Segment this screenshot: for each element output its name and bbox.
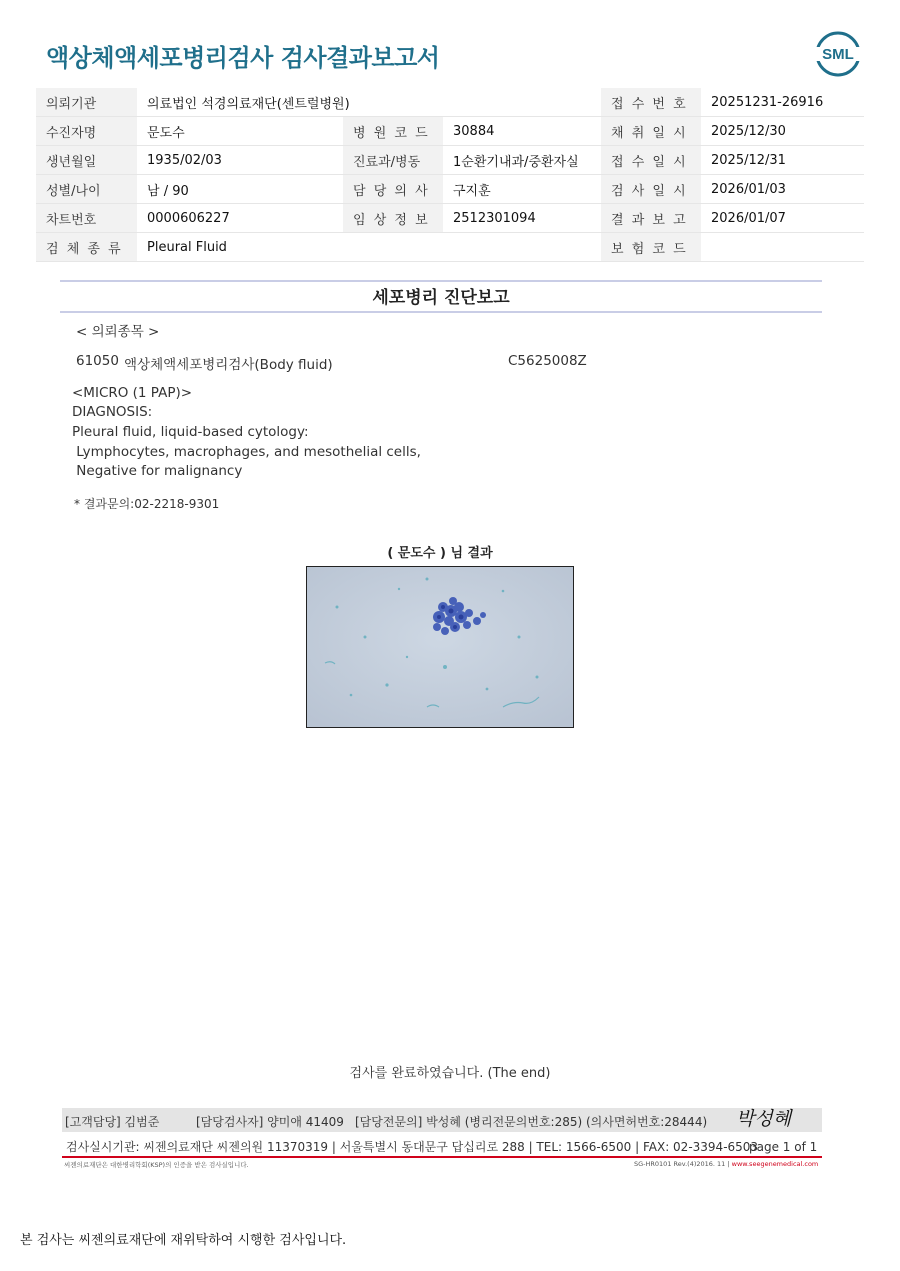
clinical-label: 임 상 정 보 [343, 204, 443, 233]
dept-value: 1순환기내과/중환자실 [443, 146, 601, 175]
receipt-date-value: 2025/12/31 [701, 146, 864, 175]
result-caption: ( 문도수 ) 님 결과 [387, 546, 493, 561]
tester-staff: [담당검사자] 양미애 41409 [196, 1115, 344, 1129]
facility-info: 검사실시기관: 씨젠의료재단 씨젠의원 11370319 | 서울특별시 동대문구 답십리로 288 | TEL: 1566-6500 | FAX: 02-3394-6503 [66, 1140, 759, 1154]
report-date-value: 2026/01/07 [701, 204, 864, 233]
section-divider-bottom [60, 311, 822, 313]
sex-age-label: 성별/나이 [36, 175, 137, 204]
diagnosis-line: Lymphocytes, macrophages, and mesothelial cells, [72, 444, 421, 460]
micro-header: <MICRO (1 PAP)> [72, 385, 193, 401]
end-text: 검사를 완료하였습니다. (The end) [349, 1066, 551, 1081]
form-code-text: SG-HR0101 Rev.(4)2016. 11 | [634, 1160, 730, 1168]
collect-date-value: 2025/12/30 [701, 117, 864, 146]
footer-divider [62, 1156, 822, 1158]
info-row [36, 88, 864, 117]
receipt-no-label: 접 수 번 호 [601, 88, 701, 117]
institution-label: 의뢰기관 [36, 88, 137, 117]
specialist-staff: [담당전문의] 박성혜 (병리전문의번호:285) (의사면허번호:28444) [355, 1115, 708, 1129]
order-id: C5625008Z [508, 353, 587, 369]
doctor-value: 구지훈 [443, 175, 601, 204]
contact-note: * 결과문의:02-2218-9301 [74, 497, 220, 511]
diagnosis-line: Pleural fluid, liquid-based cytology: [72, 424, 309, 440]
hospital-code-label: 병 원 코 드 [343, 117, 443, 146]
institution-value: 의료법인 석경의료재단(센트럴병원) [137, 88, 601, 117]
bottom-note: 본 검사는 씨젠의료재단에 재위탁하여 시행한 검사입니다. [20, 1233, 347, 1248]
receipt-date-label: 접 수 일 시 [601, 146, 701, 175]
certification-note: 씨젠의료재단은 대한병리학회(KSP)의 인증을 받은 검사실입니다. [64, 1161, 249, 1169]
page-number: page 1 of 1 [749, 1140, 818, 1154]
website-link[interactable]: www.seegenemedical.com [731, 1160, 819, 1168]
info-row [36, 233, 864, 262]
info-row [36, 175, 864, 204]
form-code [634, 1160, 818, 1168]
specimen-label: 검 체 종 류 [36, 233, 137, 262]
receipt-no-value: 20251231-26916 [701, 88, 864, 117]
specimen-value: Pleural Fluid [137, 233, 601, 262]
dob-label: 생년월일 [36, 146, 137, 175]
diagnosis-label: DIAGNOSIS: [72, 404, 153, 420]
info-row [36, 204, 864, 233]
section-title: 세포병리 진단보고 [372, 288, 510, 308]
clinical-value: 2512301094 [443, 204, 601, 233]
chart-label: 차트번호 [36, 204, 137, 233]
collect-date-label: 채 취 일 시 [601, 117, 701, 146]
patient-value: 문도수 [137, 117, 343, 146]
staff-bar [62, 1108, 822, 1132]
report-title: 액상체액세포병리검사 검사결과보고서 [46, 44, 440, 72]
dept-label: 진료과/병동 [343, 146, 443, 175]
micrograph-image [307, 567, 573, 727]
test-date-value: 2026/01/03 [701, 175, 864, 204]
insurance-value [701, 233, 864, 262]
hospital-code-value: 30884 [443, 117, 601, 146]
order-code: 61050 [76, 353, 119, 369]
sml-logo-icon [814, 30, 862, 78]
info-row [36, 146, 864, 175]
cytology-micrograph [306, 566, 574, 728]
logo-text: SML [822, 46, 854, 63]
report-date-label: 결 과 보 고 [601, 204, 701, 233]
insurance-label: 보 험 코 드 [601, 233, 701, 262]
customer-staff: [고객담당] 김범준 [65, 1115, 160, 1129]
sex-age-value: 남 / 90 [137, 175, 343, 204]
dob-value: 1935/02/03 [137, 146, 343, 175]
info-row [36, 117, 864, 146]
chart-value: 0000606227 [137, 204, 343, 233]
section-divider-top [60, 280, 822, 282]
test-date-label: 검 사 일 시 [601, 175, 701, 204]
doctor-label: 담 당 의 사 [343, 175, 443, 204]
signature: 박성혜 [736, 1108, 792, 1130]
sml-logo [814, 30, 862, 78]
patient-label: 수진자명 [36, 117, 137, 146]
order-heading: < 의뢰종목 > [76, 324, 160, 340]
patient-info-table [36, 88, 864, 262]
order-name: 액상체액세포병리검사(Body fluid) [124, 357, 333, 373]
diagnosis-line: Negative for malignancy [72, 463, 243, 479]
